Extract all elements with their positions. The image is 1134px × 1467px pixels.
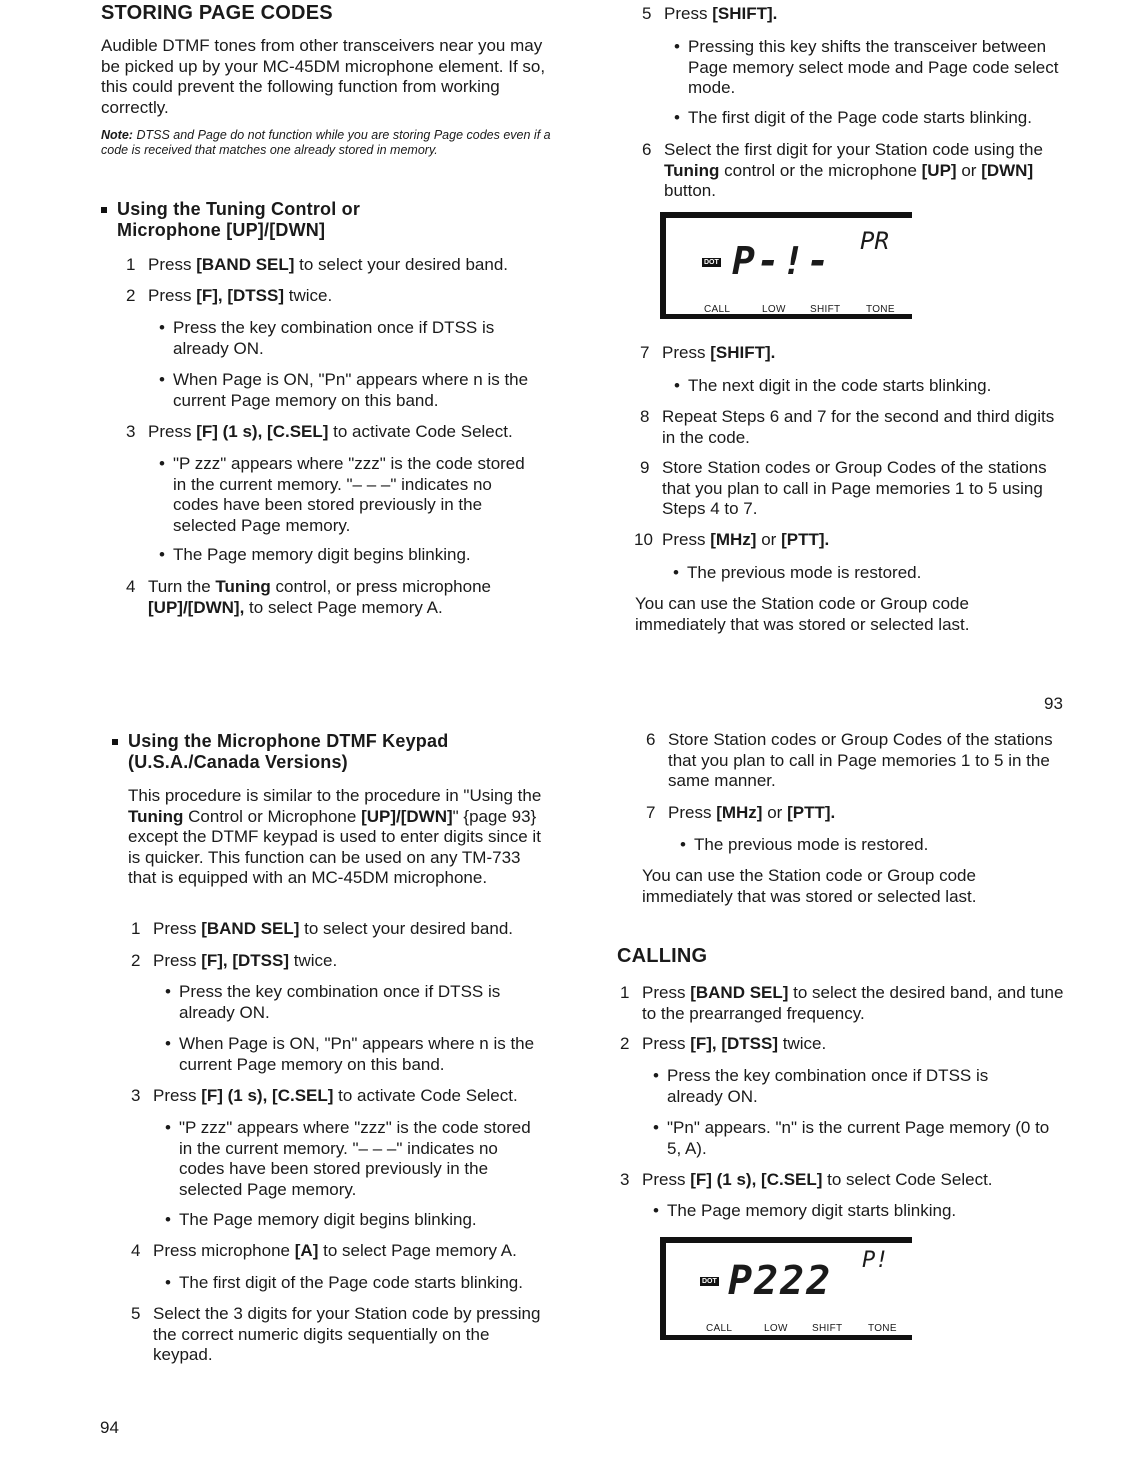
step-7: 7 Press [MHz] or [PTT]. <box>646 803 836 822</box>
step-2-bullet-1: • Press the key combination once if DTSS is already ON. <box>159 318 495 358</box>
section-heading: Using the Tuning Control or Microphone [UP]/[DWN] <box>101 199 360 241</box>
step-4-bullet-1: • The first digit of the Page code starts blinking. <box>165 1273 523 1292</box>
intro-text: Audible DTMF tones from other transceivers near you may be picked up by your MC-45DM microphone element. If so, this could prevent the following function from working correctly. <box>101 36 546 117</box>
lcd-main-digits: P-!- <box>732 239 832 283</box>
step-3-bullet-2: • The Page memory digit begins blinking. <box>165 1210 477 1229</box>
step-7-bullet-1: • The next digit in the code starts blinking. <box>674 376 992 395</box>
page-number: 93 <box>1044 694 1063 713</box>
calling-title: CALLING <box>617 945 708 967</box>
lcd-main-digits: P222 <box>728 1258 833 1304</box>
step-1: 1 Press [BAND SEL] to select your desired band. <box>126 255 509 274</box>
calling-step-1: 1 Press [BAND SEL] to select the desired band, and tune to the prearranged frequency. <box>620 983 1064 1023</box>
page-title: STORING PAGE CODES <box>101 2 333 24</box>
page-number: 94 <box>100 1418 119 1437</box>
step-9: 9 Store Station codes or Group Codes of the stations that you plan to call in Page memories 1 to 5 using Steps 4 to 7. <box>640 458 1047 518</box>
step-4: 4 Press microphone [A] to select Page memory A. <box>131 1241 517 1260</box>
lcd-display-2: DOT P222 P! CALL LOW SHIFT TONE <box>660 1237 912 1340</box>
step-5-bullet-1: • Pressing this key shifts the transceiver between Page memory select mode and Page code select mode. <box>674 37 1059 97</box>
step-6: 6 Select the first digit for your Station code using the Tuning control or the microphone [UP] or [DWN] button. <box>642 140 1043 200</box>
lcd-page-tag: P! <box>862 1248 889 1273</box>
step-2: 2 Press [F], [DTSS] twice. <box>131 951 338 970</box>
note: Note: DTSS and Page do not function while you are storing Page codes even if a code is received that matches one already stored in memory. <box>101 128 551 157</box>
lcd-display-1: DOT P-!- PR CALL LOW SHIFT TONE <box>660 212 912 319</box>
calling-step-2-bullet-1: • Press the key combination once if DTSS is already ON. <box>653 1066 989 1106</box>
step-2-bullet-2: • When Page is ON, "Pn" appears where n is the current Page memory on this band. <box>165 1034 535 1074</box>
step-8: 8 Repeat Steps 6 and 7 for the second and third digits in the code. <box>640 407 1055 447</box>
step-2: 2 Press [F], [DTSS] twice. <box>126 286 333 305</box>
step-7: 7 Press [SHIFT]. <box>640 343 776 362</box>
step-2-bullet-2: • When Page is ON, "Pn" appears where n is the current Page memory on this band. <box>159 370 529 410</box>
closing-text: You can use the Station code or Group code immediately that was stored or selected last. <box>635 594 970 634</box>
step-3-bullet-2: • The Page memory digit begins blinking. <box>159 545 471 564</box>
square-bullet-icon <box>101 207 107 213</box>
step-3-bullet-1: • "P zzz" appears where "zzz" is the code stored in the current memory. "– – –" indicates no codes have been stored previously in the selected Page memory. <box>159 454 525 535</box>
calling-step-3: 3 Press [F] (1 s), [C.SEL] to select Code Select. <box>620 1170 993 1189</box>
step-3: 3 Press [F] (1 s), [C.SEL] to activate Code Select. <box>131 1086 518 1105</box>
lcd-page-tag: PR <box>860 227 889 255</box>
calling-step-3-bullet-1: • The Page memory digit starts blinking. <box>653 1201 957 1220</box>
step-10-bullet-1: • The previous mode is restored. <box>673 563 922 582</box>
step-7-bullet-1: • The previous mode is restored. <box>680 835 929 854</box>
step-5: 5 Select the 3 digits for your Station code by pressing the correct numeric digits sequentially on the keypad. <box>131 1304 541 1364</box>
step-5-bullet-2: • The first digit of the Page code starts blinking. <box>674 108 1032 127</box>
step-10: 10 Press [MHz] or [PTT]. <box>634 530 830 549</box>
calling-step-2: 2 Press [F], [DTSS] twice. <box>620 1034 827 1053</box>
step-3: 3 Press [F] (1 s), [C.SEL] to activate Code Select. <box>126 422 513 441</box>
step-2-bullet-1: • Press the key combination once if DTSS is already ON. <box>165 982 501 1022</box>
section-heading: Using the Microphone DTMF Keypad (U.S.A./Canada Versions) <box>112 731 448 773</box>
square-bullet-icon <box>112 739 118 745</box>
step-5: 5 Press [SHIFT]. <box>642 4 778 23</box>
step-3-bullet-1: • "P zzz" appears where "zzz" is the code stored in the current memory. "– – –" indicates no codes have been stored previously in the selected Page memory. <box>165 1118 531 1199</box>
calling-step-2-bullet-2: • "Pn" appears. "n" is the current Page memory (0 to 5, A). <box>653 1118 1050 1158</box>
closing-text: You can use the Station code or Group code immediately that was stored or selected last. <box>642 866 977 906</box>
step-4: 4 Turn the Tuning control, or press microphone [UP]/[DWN], to select Page memory A. <box>126 577 491 617</box>
intro-text: This procedure is similar to the procedure in "Using the Tuning Control or Microphone [UP]/[DWN]" {page 93} except the DTMF keypad is used to enter digits since it is quicker. This function can be used on any TM-733 that is equipped with an MC-45DM microphone. <box>128 786 542 887</box>
step-1: 1 Press [BAND SEL] to select your desired band. <box>131 919 514 938</box>
step-6: 6 Store Station codes or Group Codes of the stations that you plan to call in Page memories 1 to 5 in the same manner. <box>646 730 1053 790</box>
